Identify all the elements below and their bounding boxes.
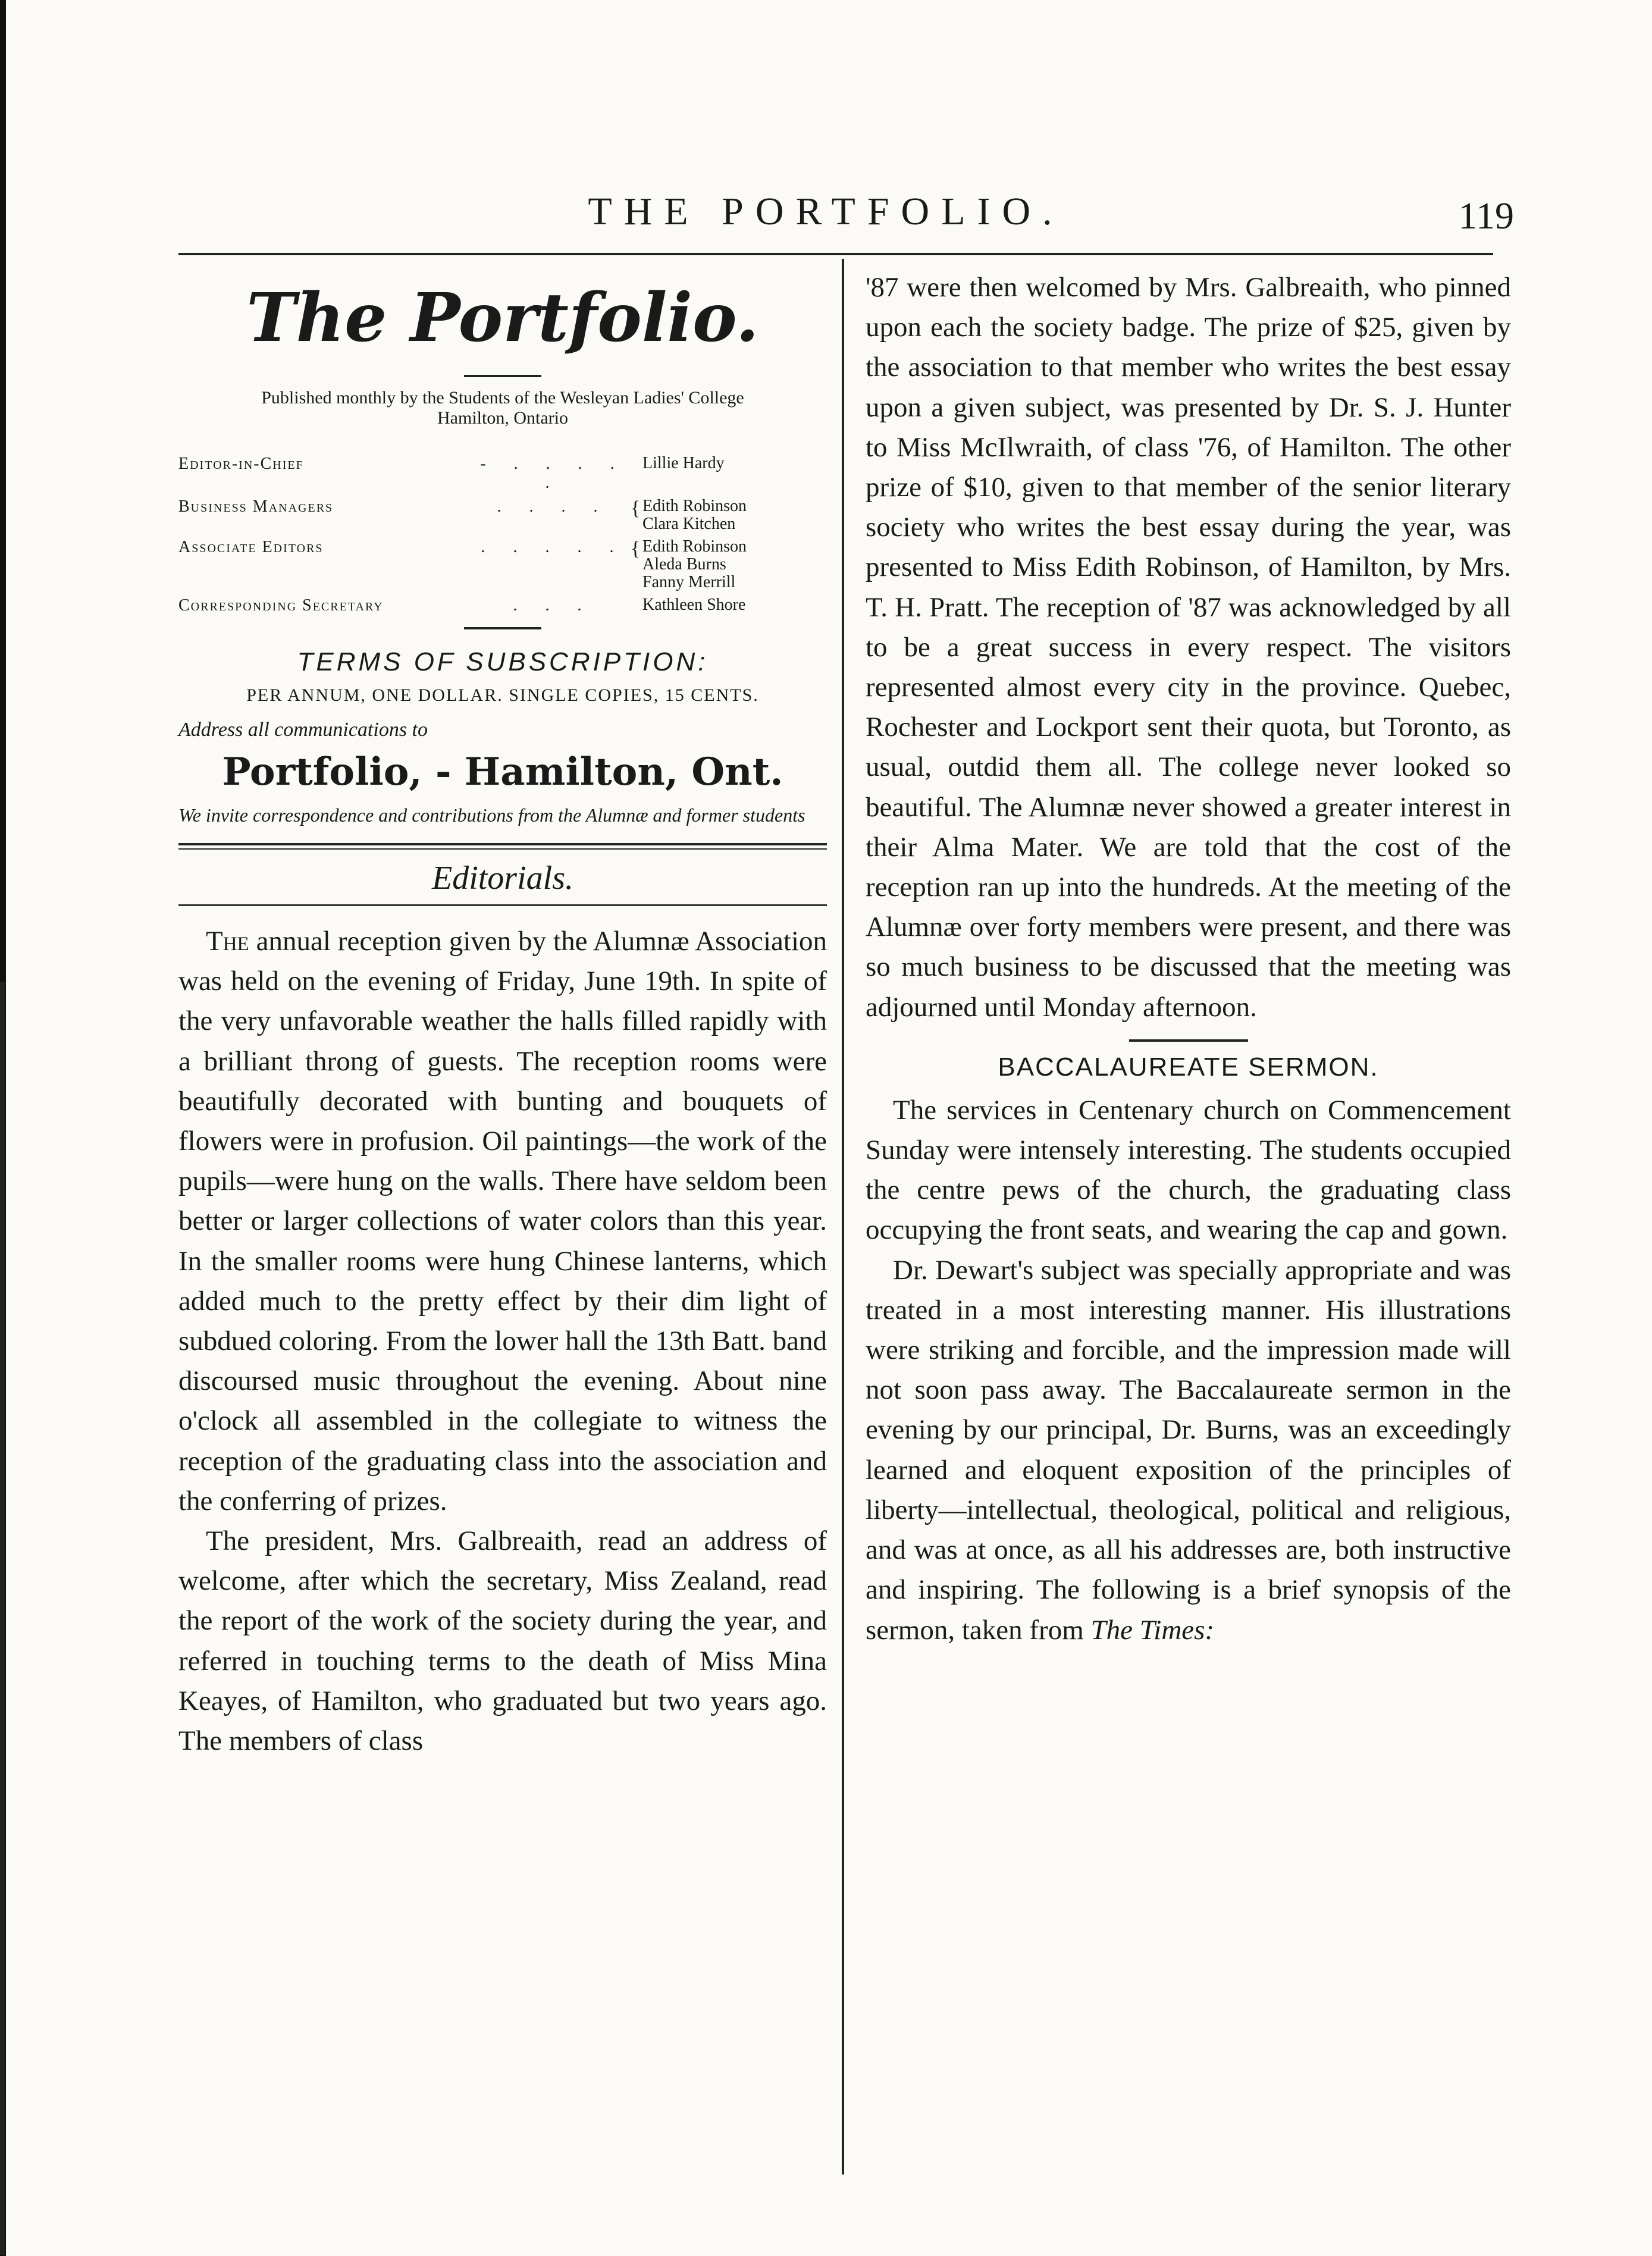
- leader-dots: . . .: [513, 596, 594, 615]
- sermon-paragraph: [866, 1251, 1511, 1650]
- masthead-rule: [464, 375, 541, 377]
- paragraph-text: annual reception given by the Alumnæ Association was held on the evening of Friday, June 19th. In spite of the very unfavorable weather the halls filled rapidly with a brilliant throng of guests. The reception rooms were beautifully decorated with bunting and bouquets of flowers were in profusion. Oil paintings—the work of the pupils—were hung on the walls. There have seldom been better or larger collections of water colors than this year. In the smaller rooms were hung Chinese lanterns, which added much to the pretty effect by their dim light of subdued coloring. From the lower hall the 13th Batt. band discoursed music throughout the evening. About nine o'clock all assembled in the collegiate to witness the reception of the graduating class into the association and the conferring of prizes.: [178, 926, 827, 1516]
- leader-dots: - . . . . .: [480, 455, 626, 492]
- scan-edge-lower: [0, 982, 5, 2255]
- brace: {: [631, 497, 641, 519]
- right-column: [866, 268, 1511, 1650]
- staff-role: Associate Editors: [178, 538, 324, 556]
- editorials-rule: [178, 904, 827, 906]
- publisher-line-1: Published monthly by the Students of the Wesleyan Ladies' College: [261, 388, 744, 408]
- sermon-heading: BACCALAUREATE SERMON.: [998, 1052, 1379, 1082]
- staff-names: [642, 455, 827, 472]
- staff-name: Kathleen Shore: [642, 596, 746, 614]
- leader-dots: . . . . .: [481, 538, 626, 556]
- double-rule-bottom: [178, 848, 827, 850]
- editorials-heading: Editorials.: [431, 860, 574, 897]
- header-rule: [178, 253, 1493, 255]
- publisher-line-2: Hamilton, Ontario: [437, 408, 568, 428]
- sermon-paragraph: The services in Centenary church on Commencement Sunday were intensely interesting. The students occupied the centre pews of the church, the graduating class occupying the front seats, and wearing the cap and gown.: [866, 1094, 1511, 1246]
- staff-role: Business Managers: [178, 497, 334, 516]
- leader-dots: . . . .: [497, 497, 610, 516]
- page-number: 119: [1458, 195, 1514, 237]
- staff-row: [178, 596, 827, 615]
- staff-row: [178, 497, 827, 533]
- running-title: THE PORTFOLIO.: [588, 190, 1064, 233]
- lead-word: The: [206, 926, 249, 957]
- address-label: Address all communications to: [178, 719, 428, 741]
- staff-role: Editor-in-Chief: [178, 455, 304, 473]
- terms-title: TERMS OF SUBSCRIPTION:: [297, 647, 709, 676]
- staff-names: [642, 497, 827, 533]
- terms-text: PER ANNUM, ONE DOLLAR. SINGLE COPIES, 15 CENTS.: [246, 685, 759, 705]
- masthead-title: The Portfolio.: [246, 279, 759, 357]
- source-title: The Times:: [1090, 1614, 1215, 1646]
- staff-list: [178, 455, 827, 615]
- staff-name: Clara Kitchen: [642, 515, 736, 533]
- staff-row: [178, 455, 827, 493]
- section-rule: [1129, 1039, 1248, 1042]
- editorial-paragraph: '87 were then welcomed by Mrs. Galbreaith, who pinned upon each the society badge. The prize of $25, given by the association to that member who writes the best essay upon a given subject, was presented by Dr. S. J. Hunter to Miss McIlwraith, of class '76, of Hamilton. The other prize of $10, given to that member of the senior literary society who writes the best essay during the year, was presented to Miss Edith Robinson, of Hamilton, by Mrs. T. H. Pratt. The reception of '87 was acknowledged by all to be a great success in every respect. The visitors represented almost every city in the province. Quebec, Rochester and Lockport sent their quota, but Toronto, as usual, outdid them all. The college never looked so beautiful. The Alumnæ never showed a greater interest in their Alma Mater. We are told that the cost of the reception ran up into the hundreds. At the meeting of the Alumnæ over forty members were present, and there was so much business to be discussed that the meeting was adjourned until Monday afternoon.: [866, 272, 1511, 1023]
- double-rule-top: [178, 843, 827, 845]
- editorial-paragraph: The president, Mrs. Galbreaith, read an address of welcome, after which the secretary, Miss Zealand, read the report of the work of the society during the year, and referred in touching terms to the death of Miss Mina Keayes, of Hamilton, who graduated but two years ago. The members of class: [178, 1525, 827, 1757]
- column-divider: [842, 259, 844, 2174]
- invite-text: We invite correspondence and contributions from the Alumnæ and former students: [178, 804, 805, 826]
- staff-name: Edith Robinson: [642, 497, 747, 515]
- staff-name: Edith Robinson: [642, 537, 747, 556]
- publisher-line: [190, 388, 815, 428]
- staff-role: Corresponding Secretary: [178, 596, 384, 615]
- staff-rule: [464, 627, 541, 629]
- staff-name: Fanny Merrill: [642, 573, 736, 591]
- editorial-paragraph: [178, 922, 827, 1521]
- staff-name: Aleda Burns: [642, 555, 726, 574]
- paragraph-text: Dr. Dewart's subject was specially appropriate and was treated in a most interesting manner. His illustrations were striking and forcible, and the impression made will not soon pass away. The Baccalaureate sermon in the evening by our principal, Dr. Burns, was an exceedingly learned and eloquent exposition of the principles of liberty—intellectual, theological, political and religious, and was at once, as all his addresses are, both instructive and inspiring. The following is a brief synopsis of the sermon, taken from: [866, 1254, 1511, 1646]
- brace: {: [631, 538, 641, 560]
- address-line: Portfolio, - Hamilton, Ont.: [222, 750, 783, 794]
- staff-names: [642, 538, 827, 591]
- left-column: [178, 268, 827, 1761]
- staff-names: [642, 596, 827, 614]
- staff-name: Lillie Hardy: [642, 454, 725, 472]
- staff-row: [178, 538, 827, 591]
